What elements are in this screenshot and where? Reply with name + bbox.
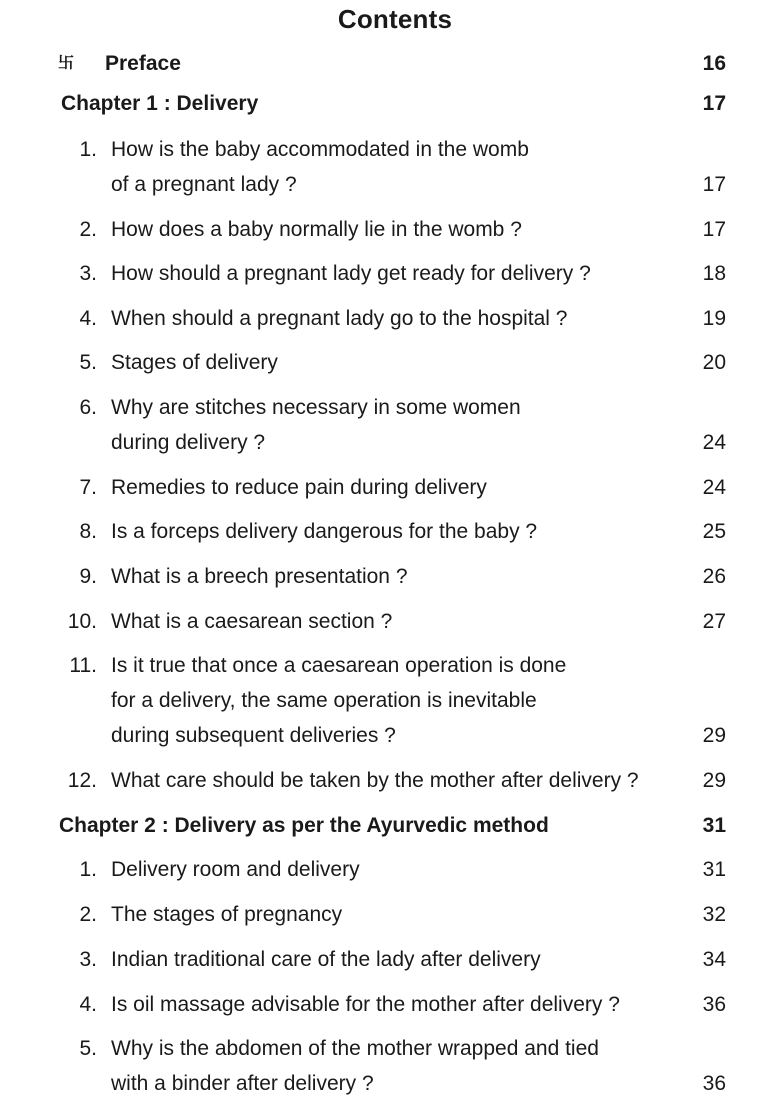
item-number: 2.	[79, 218, 97, 241]
item-text: during subsequent deliveries ?	[111, 724, 396, 747]
toc-item[interactable]	[0, 133, 780, 167]
item-page: 17	[702, 218, 726, 241]
item-page: 17	[702, 173, 726, 196]
toc-item[interactable]	[0, 302, 780, 336]
item-text: of a pregnant lady ?	[111, 173, 297, 196]
item-number: 5.	[79, 1037, 97, 1060]
item-text: What care should be taken by the mother after delivery ?	[111, 769, 639, 792]
item-text: Delivery room and delivery	[111, 858, 360, 881]
toc-item[interactable]	[0, 213, 780, 247]
toc-item[interactable]	[0, 346, 780, 380]
chapter-1-page: 17	[702, 92, 726, 115]
preface-label: Preface	[105, 52, 181, 75]
item-text: Why are stitches necessary in some women	[111, 396, 521, 419]
item-number: 11.	[69, 654, 97, 677]
item-number: 4.	[79, 993, 97, 1016]
item-page: 36	[702, 993, 726, 1016]
item-number: 12.	[67, 769, 97, 792]
item-text: When should a pregnant lady go to the hospital ?	[111, 307, 568, 330]
item-page: 36	[702, 1072, 726, 1095]
item-page: 25	[702, 520, 726, 543]
toc-item-continuation[interactable]	[0, 168, 780, 202]
item-page: 29	[702, 769, 726, 792]
item-text: during delivery ?	[111, 431, 266, 454]
item-page: 27	[702, 610, 726, 633]
item-text: with a binder after delivery ?	[111, 1072, 374, 1095]
item-number: 9.	[79, 565, 97, 588]
toc-item[interactable]	[0, 988, 780, 1022]
item-text: How should a pregnant lady get ready for delivery ?	[111, 262, 591, 285]
item-number: 3.	[79, 262, 97, 285]
item-page: 19	[702, 307, 726, 330]
item-page: 24	[702, 431, 726, 454]
item-text: How is the baby accommodated in the womb	[111, 138, 529, 161]
item-text: What is a breech presentation ?	[111, 565, 408, 588]
toc-item[interactable]	[0, 391, 780, 425]
toc-item[interactable]	[0, 649, 780, 683]
toc-item[interactable]	[0, 853, 780, 887]
chapter-1-title: Chapter 1 : Delivery	[61, 92, 259, 115]
item-number: 5.	[79, 351, 97, 374]
item-text: Stages of delivery	[111, 351, 278, 374]
toc-item[interactable]	[0, 943, 780, 977]
toc-item[interactable]	[0, 1032, 780, 1066]
item-text: Is oil massage advisable for the mother after delivery ?	[111, 993, 620, 1016]
item-number: 2.	[79, 903, 97, 926]
toc-item[interactable]	[0, 257, 780, 291]
toc-item[interactable]	[0, 764, 780, 798]
toc-item[interactable]	[0, 560, 780, 594]
item-number: 3.	[79, 948, 97, 971]
swastika-icon: 卐	[58, 55, 75, 72]
chapter-2-heading[interactable]	[0, 809, 780, 843]
toc-item[interactable]	[0, 471, 780, 505]
item-page: 18	[702, 262, 726, 285]
item-page: 31	[702, 858, 726, 881]
chapter-2-page: 31	[702, 814, 726, 837]
item-text: What is a caesarean section ?	[111, 610, 393, 633]
item-text: The stages of pregnancy	[111, 903, 343, 926]
item-page: 24	[702, 476, 726, 499]
toc-item-continuation[interactable]	[0, 426, 780, 460]
toc-item-continuation[interactable]	[0, 1067, 780, 1101]
toc-item-continuation[interactable]	[0, 719, 780, 753]
item-number: 6.	[79, 396, 97, 419]
item-text: Indian traditional care of the lady after delivery	[111, 948, 541, 971]
item-number: 1.	[79, 138, 97, 161]
item-page: 29	[702, 724, 726, 747]
item-number: 8.	[79, 520, 97, 543]
preface-page: 16	[702, 52, 726, 75]
chapter-2-title: Chapter 2 : Delivery as per the Ayurvedic method	[59, 814, 549, 837]
toc-item[interactable]	[0, 515, 780, 549]
toc-item[interactable]	[0, 898, 780, 932]
chapter-1-heading[interactable]	[0, 87, 780, 121]
page-title: Contents	[337, 4, 453, 34]
item-text: for a delivery, the same operation is inevitable	[111, 689, 537, 712]
item-page: 20	[702, 351, 726, 374]
item-text: How does a baby normally lie in the womb ?	[111, 218, 522, 241]
item-text: Is a forceps delivery dangerous for the baby ?	[111, 520, 538, 543]
toc-entry-preface[interactable]	[0, 47, 780, 81]
item-text: Remedies to reduce pain during delivery	[111, 476, 487, 499]
item-number: 1.	[79, 858, 97, 881]
item-text: Why is the abdomen of the mother wrapped and tied	[111, 1037, 599, 1060]
item-page: 32	[702, 903, 726, 926]
item-number: 7.	[79, 476, 97, 499]
toc-item-continuation[interactable]	[0, 684, 780, 718]
item-text: Is it true that once a caesarean operation is done	[111, 654, 567, 677]
item-page: 26	[702, 565, 726, 588]
item-page: 34	[702, 948, 726, 971]
item-number: 10.	[67, 610, 97, 633]
item-number: 4.	[79, 307, 97, 330]
toc-item[interactable]	[0, 605, 780, 639]
